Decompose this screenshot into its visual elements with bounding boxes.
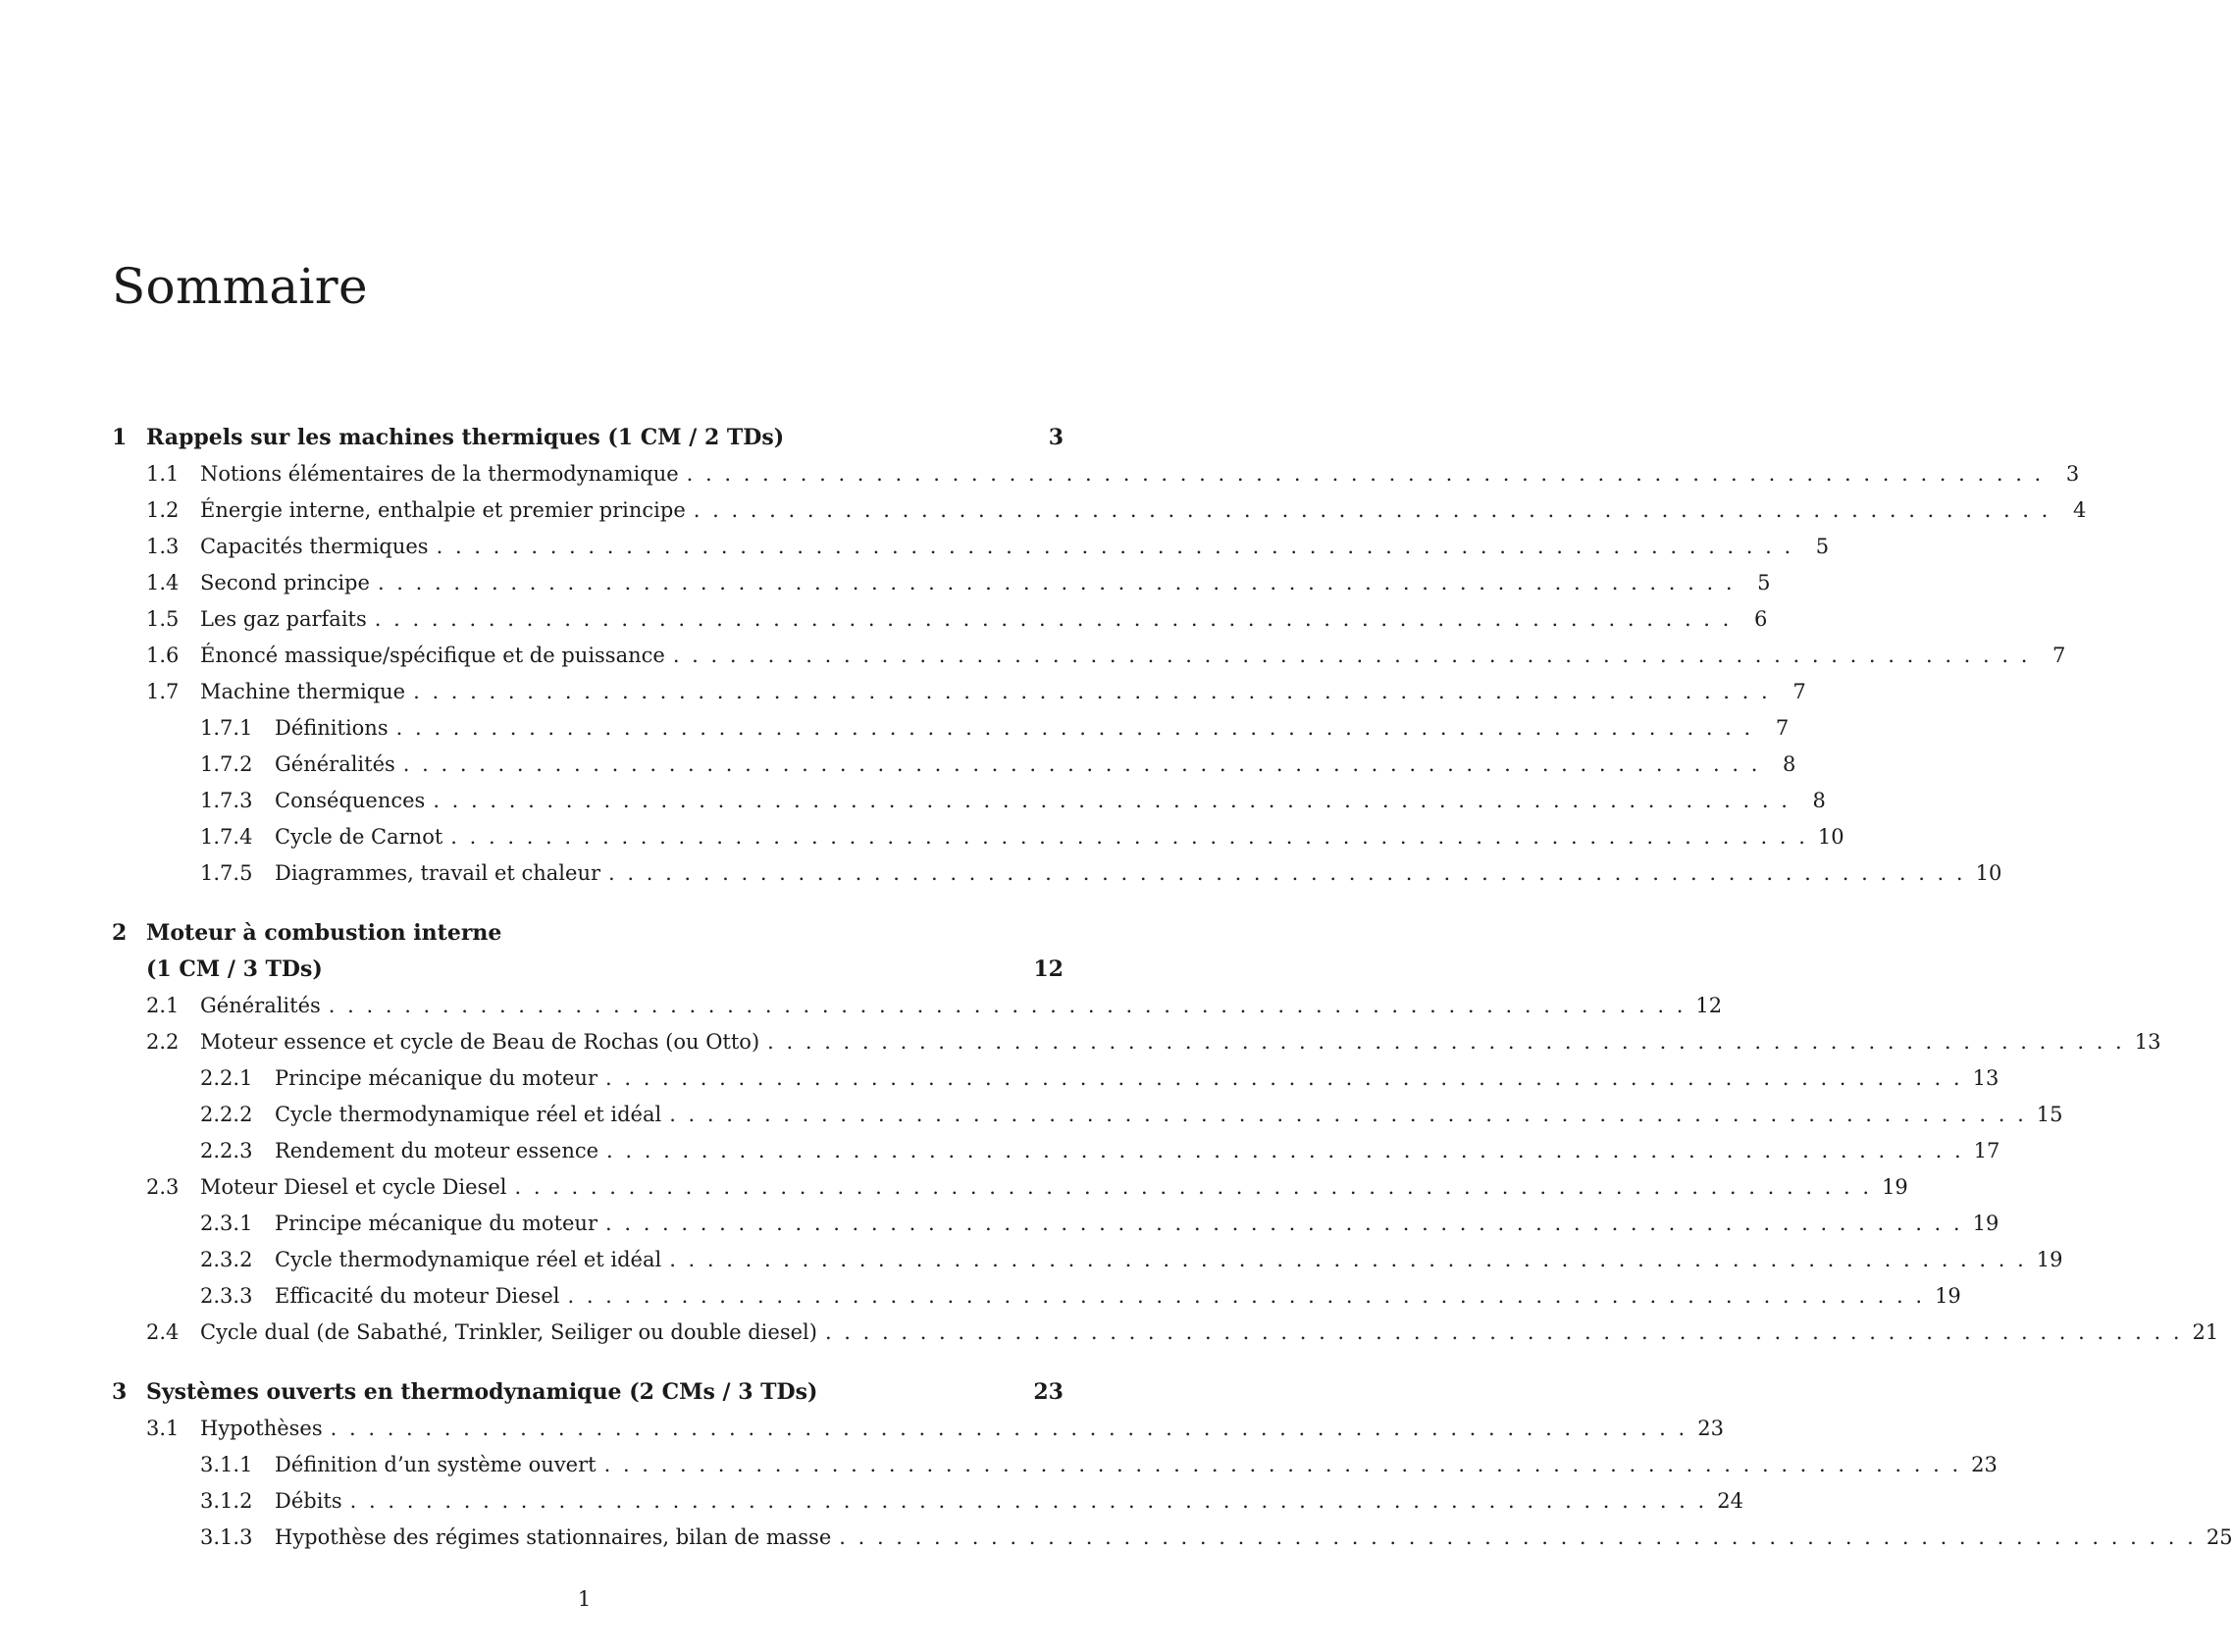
toc-section-2-2[interactable] <box>112 1024 2161 1060</box>
subsection-title: Généralités <box>275 752 395 776</box>
toc-section-2-4[interactable] <box>112 1315 2219 1351</box>
chapter-number: 2 <box>112 920 128 946</box>
section-number: 1.4 <box>146 571 180 594</box>
subsection-title: Conséquences <box>275 789 426 812</box>
page-number: 13 <box>1972 1066 1999 1090</box>
page-number: 10 <box>1817 825 1844 849</box>
subsection-number: 2.2.2 <box>200 1103 253 1126</box>
subsection-title: Cycle thermodynamique réel et idéal <box>275 1248 662 1271</box>
section-title: Énoncé massique/spécifique et de puissance <box>200 644 665 667</box>
page-number: 7 <box>2052 644 2066 667</box>
page-number: 12 <box>1695 994 1723 1017</box>
section-number: 1.7 <box>146 680 180 703</box>
subsection-number: 1.7.3 <box>200 789 253 812</box>
footer-page-number: 1 <box>577 1587 592 1611</box>
section-number: 2.3 <box>146 1175 180 1199</box>
dot-leader <box>437 529 1794 565</box>
subsection-number: 3.1.1 <box>200 1453 253 1476</box>
subsection-title: Principe mécanique du moteur <box>275 1066 597 1090</box>
toc-section-1-5[interactable] <box>112 601 1768 638</box>
page-number: 19 <box>1935 1284 1961 1308</box>
subsection-title: Cycle thermodynamique réel et idéal <box>275 1103 662 1126</box>
section-title: Notions élémentaires de la thermodynamique <box>200 462 679 486</box>
toc-subsection-3-1-1[interactable] <box>112 1447 1998 1483</box>
page-number: 3 <box>2065 462 2080 486</box>
page-number: 19 <box>2036 1248 2063 1271</box>
dot-leader <box>825 1315 2183 1351</box>
dot-leader <box>514 1169 1872 1206</box>
subsection-number: 1.7.5 <box>200 861 253 885</box>
dot-leader <box>606 1133 1964 1169</box>
subsection-title: Débits <box>275 1489 342 1513</box>
section-number: 1.2 <box>146 498 180 522</box>
page-number: 23 <box>1697 1417 1724 1440</box>
dot-leader <box>605 1206 1963 1242</box>
dot-leader <box>694 492 2051 529</box>
toc-subsection-2-3-1[interactable] <box>112 1206 1999 1242</box>
page-number: 24 <box>1717 1489 1743 1513</box>
toc-section-2-1[interactable] <box>112 988 1723 1024</box>
dot-leader <box>605 1060 1963 1097</box>
subsection-title: Hypothèse des régimes stationnaires, bilan de masse <box>275 1525 832 1549</box>
dot-leader <box>567 1278 1925 1315</box>
dot-leader <box>608 855 1966 892</box>
chapter-title-line-1: Moteur à combustion interne <box>146 920 502 946</box>
subsection-title: Définitions <box>275 716 389 740</box>
section-number: 2.2 <box>146 1030 180 1054</box>
chapter-title-line-2: (1 CM / 3 TDs) <box>146 956 323 982</box>
page-number: 23 <box>1033 1379 1064 1405</box>
subsection-number: 2.3.3 <box>200 1284 253 1308</box>
section-title: Cycle dual (de Sabathé, Trinkler, Seiliger ou double diesel) <box>200 1320 817 1344</box>
section-number: 1.3 <box>146 535 180 558</box>
toc-subsection-1-7-1[interactable] <box>112 710 1790 747</box>
toc-chapter-3[interactable] <box>112 1374 1064 1411</box>
page-number: 3 <box>1048 425 1064 450</box>
toc-subsection-2-2-1[interactable] <box>112 1060 1999 1097</box>
toc-subsection-1-7-3[interactable] <box>112 783 1826 819</box>
section-title: Machine thermique <box>200 680 406 703</box>
toc-section-1-2[interactable] <box>112 492 2087 529</box>
page-number: 5 <box>1815 535 1830 558</box>
chapter-title: Systèmes ouverts en thermodynamique (2 CMs / 3 TDs) <box>146 1379 818 1405</box>
toc-section-1-4[interactable] <box>112 565 1771 601</box>
toc-subsection-1-7-2[interactable] <box>112 747 1796 783</box>
page-number: 7 <box>1792 680 1806 703</box>
dot-leader <box>604 1447 1962 1483</box>
subsection-title: Efficacité du moteur Diesel <box>275 1284 560 1308</box>
dot-leader <box>450 819 1808 855</box>
toc-chapter-1[interactable] <box>112 420 1064 456</box>
page-number: 13 <box>2134 1030 2161 1054</box>
dot-leader <box>669 1242 2027 1278</box>
toc-subsection-3-1-2[interactable] <box>112 1483 1743 1520</box>
toc-subsection-3-1-3[interactable] <box>112 1520 2233 1556</box>
page-number: 5 <box>1757 571 1771 594</box>
dot-leader <box>331 1411 1688 1447</box>
toc-section-1-1[interactable] <box>112 456 2080 492</box>
toc-subsection-2-2-2[interactable] <box>112 1097 2063 1133</box>
section-title: Énergie interne, enthalpie et premier principe <box>200 498 686 522</box>
toc-subsection-2-3-2[interactable] <box>112 1242 2063 1278</box>
dot-leader <box>378 565 1736 601</box>
toc-subsection-2-3-3[interactable] <box>112 1278 1961 1315</box>
page-number: 19 <box>1972 1212 1999 1235</box>
toc-subsection-2-2-3[interactable] <box>112 1133 2000 1169</box>
section-title: Généralités <box>200 994 321 1017</box>
toc-subsection-1-7-5[interactable] <box>112 855 2002 892</box>
page-number: 12 <box>1033 956 1064 982</box>
page-number: 15 <box>2036 1103 2063 1126</box>
dot-leader <box>329 988 1687 1024</box>
section-number: 1.6 <box>146 644 180 667</box>
page-number: 21 <box>2192 1320 2219 1344</box>
table-of-contents <box>112 420 2233 1556</box>
subsection-title: Diagrammes, travail et chaleur <box>275 861 601 885</box>
page-number: 6 <box>1753 607 1768 631</box>
subsection-number: 2.2.1 <box>200 1066 253 1090</box>
chapter-number: 1 <box>112 425 128 450</box>
subsection-title: Rendement du moteur essence <box>275 1139 599 1162</box>
dot-leader <box>396 710 1754 747</box>
dot-leader <box>403 747 1761 783</box>
section-title: Capacités thermiques <box>200 535 429 558</box>
section-number: 2.1 <box>146 994 180 1017</box>
dot-leader <box>687 456 2045 492</box>
dot-leader <box>350 1483 1708 1520</box>
toc-subsection-1-7-4[interactable] <box>112 819 1844 855</box>
toc-section-2-3[interactable] <box>112 1169 1908 1206</box>
subsection-number: 3.1.2 <box>200 1489 253 1513</box>
section-title: Moteur essence et cycle de Beau de Rochas (ou Otto) <box>200 1030 760 1054</box>
chapter-title: Rappels sur les machines thermiques (1 CM / 2 TDs) <box>146 425 785 450</box>
toc-section-1-6[interactable] <box>112 638 2066 674</box>
page-number: 25 <box>2206 1525 2233 1549</box>
chapter-number: 3 <box>112 1379 128 1405</box>
subsection-number: 3.1.3 <box>200 1525 253 1549</box>
page-number: 10 <box>1975 861 2002 885</box>
dot-leader <box>669 1097 2027 1133</box>
toc-section-1-7[interactable] <box>112 674 1806 710</box>
dot-leader <box>433 783 1791 819</box>
page-number: 23 <box>1971 1453 1998 1476</box>
page-number: 17 <box>1973 1139 2000 1162</box>
page-title: Sommaire <box>112 258 368 315</box>
toc-chapter-2-continued[interactable] <box>112 952 1064 988</box>
subsection-number: 1.7.4 <box>200 825 253 849</box>
dot-leader <box>375 601 1733 638</box>
page-number: 8 <box>1783 752 1796 776</box>
dot-leader <box>839 1520 2197 1556</box>
page-number: 8 <box>1812 789 1826 812</box>
section-title: Moteur Diesel et cycle Diesel <box>200 1175 507 1199</box>
dot-leader <box>673 638 2031 674</box>
toc-section-3-1[interactable] <box>112 1411 1724 1447</box>
section-number: 2.4 <box>146 1320 180 1344</box>
subsection-number: 2.2.3 <box>200 1139 253 1162</box>
subsection-title: Définition d’un système ouvert <box>275 1453 597 1476</box>
dot-leader <box>767 1024 2125 1060</box>
page-number: 7 <box>1775 716 1790 740</box>
section-number: 1.1 <box>146 462 180 486</box>
toc-section-1-3[interactable] <box>112 529 1830 565</box>
section-number: 3.1 <box>146 1417 180 1440</box>
subsection-number: 2.3.2 <box>200 1248 253 1271</box>
page-number: 4 <box>2072 498 2087 522</box>
dot-leader <box>413 674 1771 710</box>
subsection-number: 1.7.2 <box>200 752 253 776</box>
subsection-title: Principe mécanique du moteur <box>275 1212 597 1235</box>
subsection-title: Cycle de Carnot <box>275 825 443 849</box>
subsection-number: 1.7.1 <box>200 716 253 740</box>
subsection-number: 2.3.1 <box>200 1212 253 1235</box>
section-title: Second principe <box>200 571 370 594</box>
page-number: 19 <box>1882 1175 1908 1199</box>
section-title: Les gaz parfaits <box>200 607 367 631</box>
section-number: 1.5 <box>146 607 180 631</box>
toc-chapter-2[interactable] <box>112 915 1064 952</box>
section-title: Hypothèses <box>200 1417 323 1440</box>
